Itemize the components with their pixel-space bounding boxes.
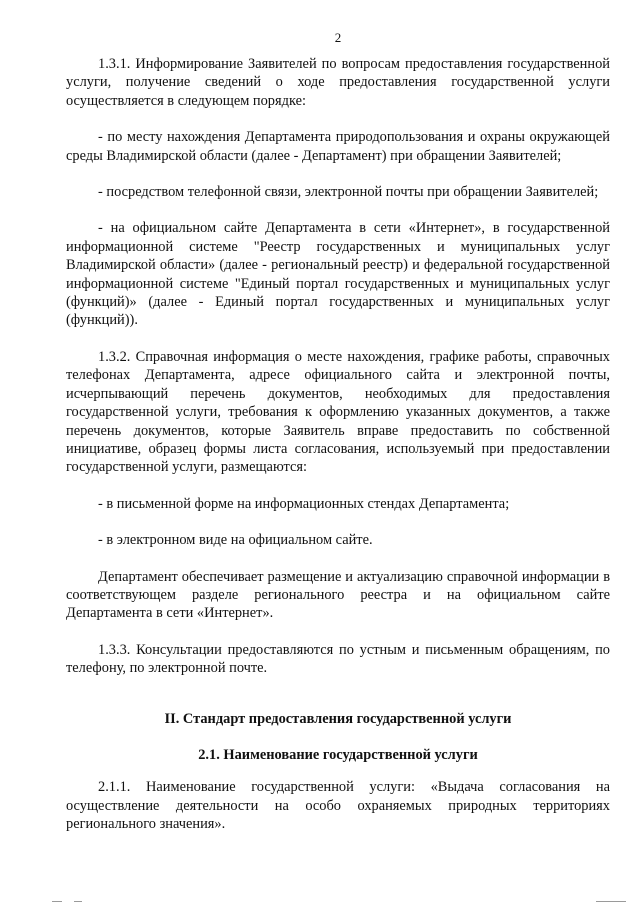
page-number: 2: [334, 30, 342, 45]
list-item-electronic-form: - в электронном виде на официальном сайте.: [98, 532, 373, 549]
scan-artifact-right: [596, 901, 626, 902]
paragraph-1-3-1: 1.3.1. Информирование Заявителей по вопросам предоставления государственной услуги, получение сведений о ходе предоставления государственной услуги осуществляется в следующем порядке:: [66, 56, 610, 109]
paragraph-department-duty: Департамент обеспечивает размещение и актуализацию справочной информации в соответствующем разделе регионального реестра и на официальном сайте Департамента в сети «Интернет».: [66, 568, 610, 622]
paragraph-1-3-3: 1.3.3. Консультации предоставляются по устным и письменным обращениям, по телефону, по электронной почте.: [66, 641, 610, 677]
list-item-phone-email: - посредством телефонной связи, электронной почты при обращении Заявителей;: [98, 184, 599, 201]
subsection-heading: 2.1. Наименование государственной услуги: [198, 746, 478, 763]
paragraph-1-3-2: 1.3.2. Справочная информация о месте нахождения, графике работы, справочных телефонах Департамента, адресе официального сайта и электронной почты, исчерпывающий перечень документов, необходимых для предоставления государственной услуги, требования к оформлению указанных документов, а также перечень документов, которые Заявитель вправе предоставить по собственной инициативе, образец формы листа согласования, используемый при предоставлении государственной услуги, размещаются:: [66, 348, 610, 476]
list-item-official-site: - на официальном сайте Департамента в сети «Интернет», в государственной информационной системе "Реестр государственных и муниципальных услуг Владимирской области» (далее - региональный реестр) и федеральной государственной информационной системе "Единый портал государственных и муниципальных услуг (функций)» (далее - Единый портал государственных и муниципальных услуг (функций)).: [66, 220, 610, 329]
list-item-department-location: - по месту нахождения Департамента природопользования и охраны окружающей среды Владимирской области (далее - Департамент) при обращении Заявителей;: [66, 129, 610, 164]
scan-artifact-left: [52, 901, 62, 902]
list-item-written-form: - в письменной форме на информационных стендах Департамента;: [98, 495, 510, 512]
section-heading: II. Стандарт предоставления государственной услуги: [164, 710, 512, 727]
paragraph-2-1-1: 2.1.1. Наименование государственной услуги: «Выдача согласования на осуществление деятельности на особо охраняемых природных территориях регионального значения».: [66, 779, 610, 833]
scan-artifact-left-2: [74, 901, 82, 902]
